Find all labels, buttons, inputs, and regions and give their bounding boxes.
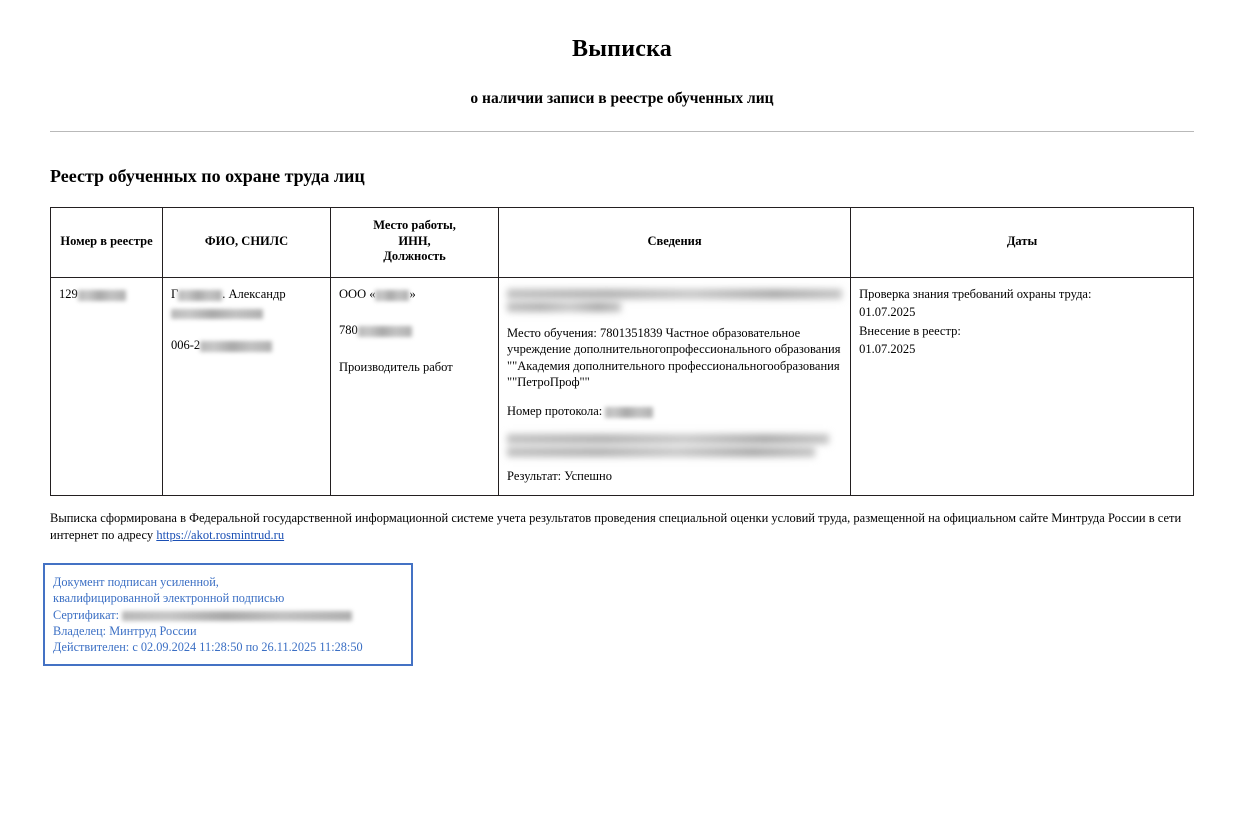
position-line: Производитель работ: [339, 359, 453, 374]
column-header-workplace: Место работы, ИНН, Должность: [331, 208, 499, 278]
protocol-label: Номер протокола:: [507, 403, 603, 418]
registry-number-prefix: 129: [59, 286, 78, 301]
table-row: [51, 277, 1194, 495]
blurred-extra-program-text: [507, 434, 842, 457]
redacted-patronymic: [171, 309, 263, 319]
redacted-inn: [358, 326, 412, 337]
table-header-row: [51, 208, 1194, 278]
redacted-organization: [375, 290, 409, 301]
knowledge-check-label: Проверка знания требований охраны труда:: [859, 286, 1092, 301]
document-page: [0, 36, 1244, 828]
signature-certificate-row: [53, 607, 403, 623]
signature-valid-row: [53, 639, 403, 655]
inn-line: [339, 322, 490, 339]
result-value: Успешно: [564, 469, 612, 484]
redacted-registry-number: [78, 290, 126, 301]
fio-line: [171, 286, 322, 303]
snils-prefix: 006-2: [171, 337, 201, 352]
registry-entry-label: Внесение в реестр:: [859, 323, 961, 338]
redacted-protocol-number: [605, 407, 653, 418]
inn-prefix: 780: [339, 323, 358, 338]
knowledge-check-date: 01.07.2025: [859, 305, 916, 320]
page-subtitle: о наличии записи в реестре обученных лиц: [470, 90, 774, 107]
column-header-dates: Даты: [851, 208, 1194, 278]
valid-label: Действителен:: [53, 640, 130, 655]
signature-line-1: Документ подписан усиленной,: [53, 575, 219, 589]
redacted-surname: [178, 290, 222, 301]
akot-link[interactable]: https://akot.rosmintrud.ru: [156, 527, 285, 542]
page-title: Выписка: [572, 36, 672, 62]
footer-note: [50, 510, 1194, 544]
place-value: 7801351839 Частное образовательное учреждение дополнительногопрофессионального образования ""Академия дополнительного профессиональногообразования ""ПетроПроф"": [507, 325, 841, 390]
fio-given-name: . Александр: [222, 286, 286, 301]
footer-note-text: Выписка сформирована в Федеральной государственной информационной системе учета результатов проведения специальной оценки условий труда, размещенной на официальном сайте Минтруда России в сети интернет по адресу: [50, 510, 1182, 542]
result-label: Результат:: [507, 469, 562, 484]
snils-line: [171, 337, 322, 354]
column-header-info: Сведения: [499, 208, 851, 278]
organization-suffix: »: [409, 286, 416, 301]
fio-surname-prefix: Г: [171, 286, 179, 301]
column-header-number: Номер в реестре: [51, 208, 163, 278]
header-divider: [50, 131, 1194, 132]
signature-line-2: квалифицированной электронной подписью: [53, 591, 285, 606]
owner-value: Минтруд России: [109, 624, 197, 639]
organization-line: [339, 286, 490, 303]
place-label: Место обучения:: [507, 325, 597, 340]
cell-dates: [851, 277, 1194, 495]
certificate-label: Сертификат:: [53, 607, 120, 622]
section-title: Реестр обученных по охране труда лиц: [50, 166, 365, 186]
patronymic-line: [171, 304, 322, 321]
registry-table: [50, 207, 1194, 496]
place-of-training: [507, 325, 842, 391]
electronic-signature-box: [43, 563, 413, 666]
signature-owner-row: [53, 623, 403, 639]
blurred-program-text: [507, 289, 842, 312]
registry-entry-date: 01.07.2025: [859, 342, 916, 357]
organization-prefix: ООО «: [339, 286, 376, 301]
result-line: [507, 468, 842, 485]
cell-fio-snils: [163, 277, 331, 495]
column-header-fio: ФИО, СНИЛС: [163, 208, 331, 278]
cell-info: [499, 277, 851, 495]
cell-workplace: [331, 277, 499, 495]
valid-value: с 02.09.2024 11:28:50 по 26.11.2025 11:28:50: [132, 640, 363, 655]
owner-label: Владелец:: [53, 624, 107, 639]
cell-registry-number: [51, 277, 163, 495]
protocol-line: [507, 403, 842, 420]
redacted-certificate-number: [122, 611, 352, 621]
redacted-snils: [200, 341, 272, 352]
